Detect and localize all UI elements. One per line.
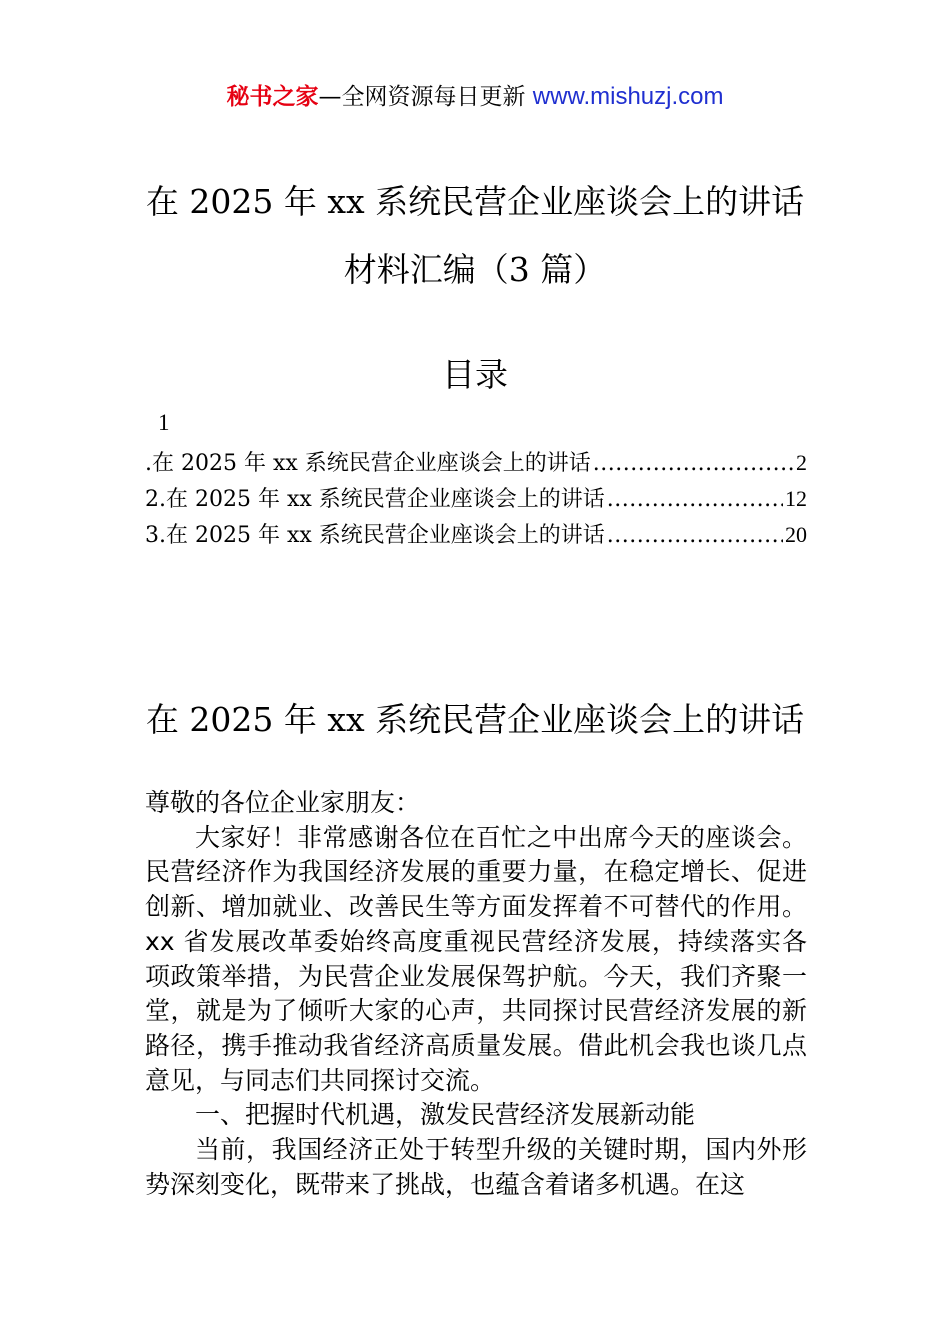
document-title-line1: 在 2025 年 xx 系统民营企业座谈会上的讲话	[145, 182, 805, 221]
toc-entry-3[interactable]	[145, 517, 807, 553]
body-paragraph: 大家好！非常感谢各位在百忙之中出席今天的座谈会。民营经济作为我国经济发展的重要力量，在稳定增长、促进创新、增加就业、改善民生等方面发挥着不可替代的作用。xx 省发展改革委始终高度重视民营经济发展，持续落实各项政策举措，为民营企业发展保驾护航。今天，我们齐聚一堂，就是为了倾听大家的心声，共同探讨民营经济发展的新路径，携手推动我省经济高质量发展。借此机会我也谈几点意见，与同志们共同探讨交流。	[145, 822, 807, 1095]
toc-leader-dots	[607, 482, 783, 518]
section-title: 在 2025 年 xx 系统民营企业座谈会上的讲话	[145, 700, 805, 739]
header-tagline: —全网资源每日更新	[318, 84, 526, 110]
speech-body	[145, 786, 807, 1202]
section-heading: 一、把握时代机遇，激发民营经济发展新动能	[195, 1100, 696, 1130]
toc-heading: 目录	[442, 355, 508, 394]
toc-entry-1[interactable]	[145, 445, 807, 481]
site-url-link[interactable]: www.mishuzj.com	[532, 83, 724, 110]
toc-entry-2[interactable]	[145, 481, 807, 517]
table-of-contents	[145, 445, 807, 553]
body-paragraph: 当前，我国经济正处于转型升级的关键时期，国内外形势深刻变化，既带来了挑战，也蕴含着诸多机遇。在这	[145, 1135, 807, 1199]
toc-leader-dots	[607, 518, 783, 554]
toc-entry-title: 2.在 2025 年 xx 系统民营企业座谈会上的讲话	[145, 487, 605, 512]
toc-leader-dots	[593, 446, 794, 482]
brand-name: 秘书之家	[226, 84, 319, 110]
document-title-line2: 材料汇编（3 篇）	[343, 250, 607, 289]
toc-entry-page: 20	[785, 522, 807, 547]
toc-first-number: 1	[158, 410, 170, 435]
toc-entry-page: 12	[785, 486, 807, 511]
toc-entry-page: 2	[796, 450, 807, 475]
toc-entry-title: .在 2025 年 xx 系统民营企业座谈会上的讲话	[145, 451, 591, 476]
site-header	[0, 78, 950, 111]
toc-entry-title: 3.在 2025 年 xx 系统民营企业座谈会上的讲话	[145, 523, 605, 548]
salutation: 尊敬的各位企业家朋友：	[145, 788, 421, 817]
